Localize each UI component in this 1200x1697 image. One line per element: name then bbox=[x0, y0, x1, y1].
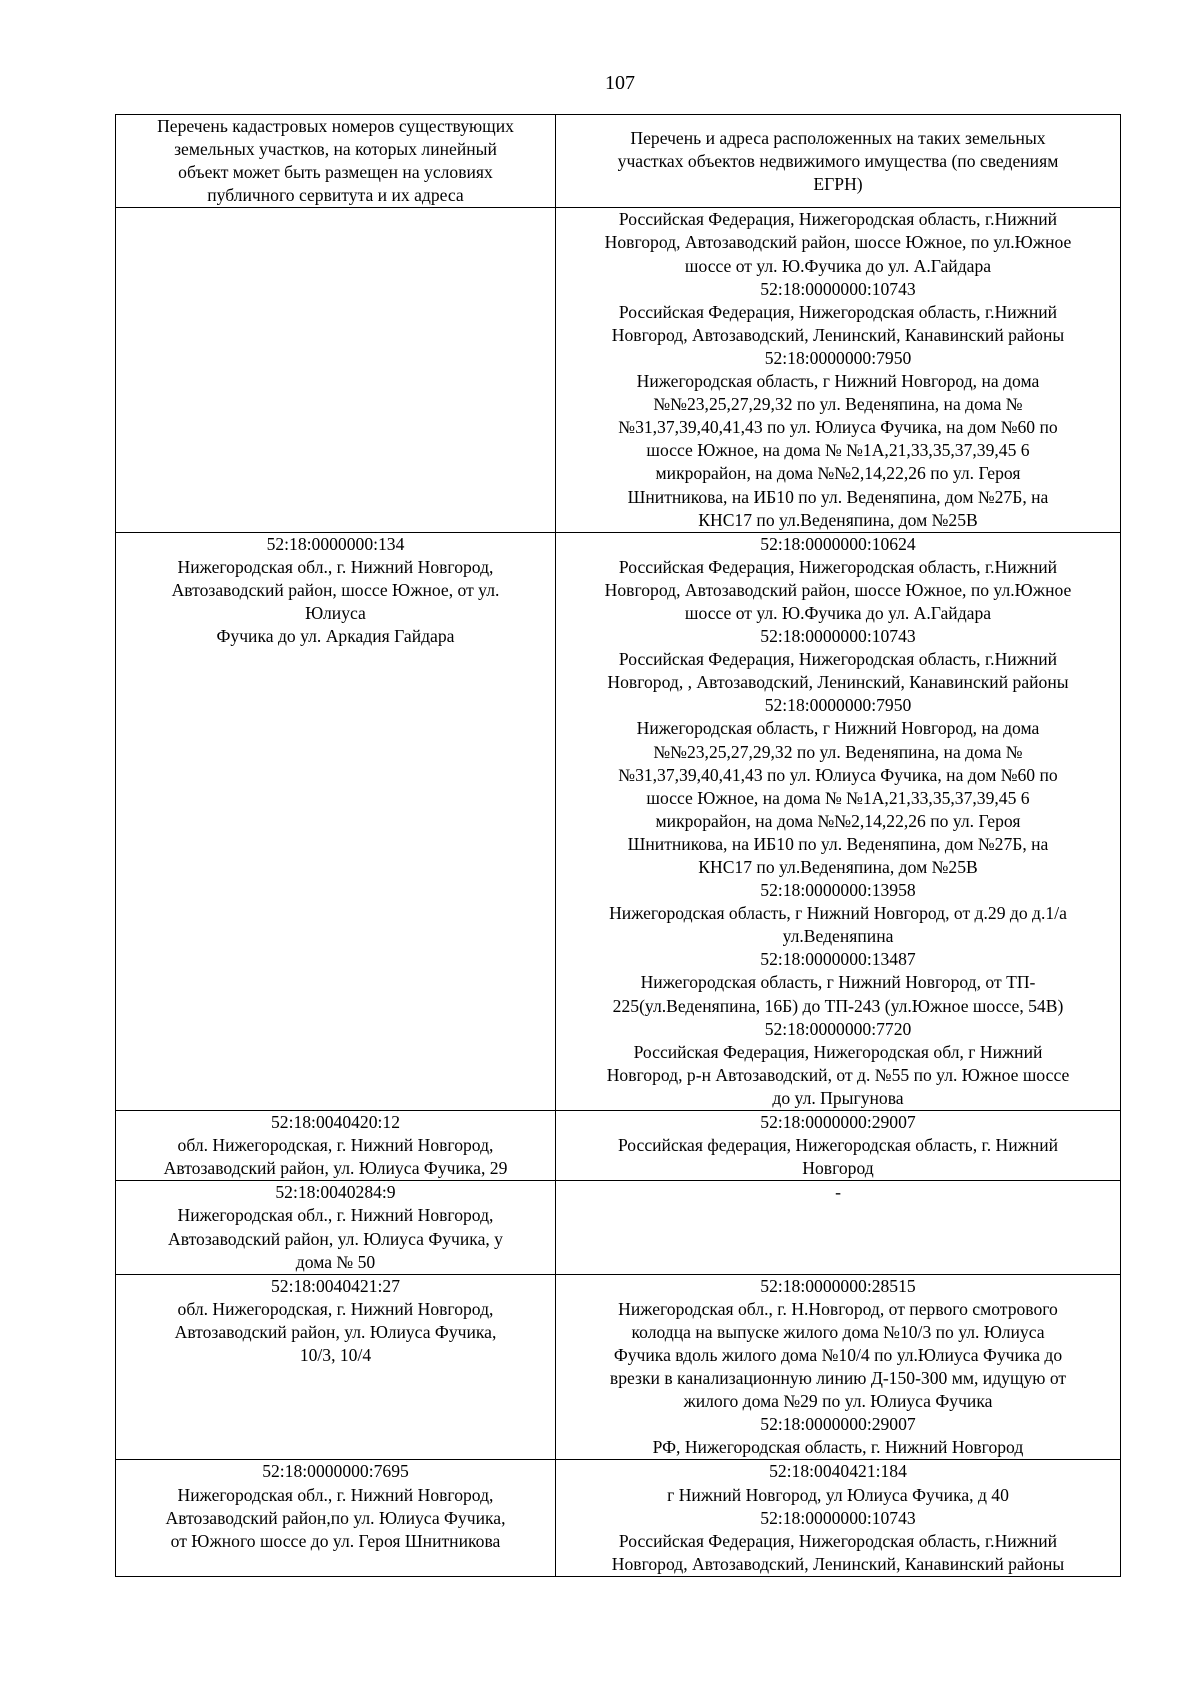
cell-line: шоссе от ул. Ю.Фучика до ул. А.Гайдара bbox=[684, 255, 992, 276]
cell-line: 52:18:0000000:7950 bbox=[764, 695, 912, 716]
cell-line: обл. Нижегородская, г. Нижний Новгород, bbox=[177, 1298, 494, 1319]
cell-line: 52:18:0040420:12 bbox=[270, 1112, 401, 1133]
cell-line: 52:18:0000000:29007 bbox=[760, 1112, 916, 1133]
cell-line: 52:18:0000000:10624 bbox=[760, 533, 916, 554]
cell-line: Нижегородская обл., г. Нижний Новгород, bbox=[177, 1205, 494, 1226]
cell-line: Российская Федерация, Нижегородская область, г.Нижний bbox=[618, 1530, 1058, 1551]
cell-line: 52:18:0000000:7950 bbox=[764, 347, 912, 368]
table-cell-right bbox=[556, 1181, 1121, 1274]
cell-line: Автозаводский район, шоссе Южное, от ул. bbox=[171, 579, 500, 600]
cell-line: Автозаводский район, ул. Юлиуса Фучика, bbox=[174, 1321, 497, 1342]
cell-line: 52:18:0000000:10743 bbox=[760, 626, 916, 647]
cell-line: шоссе Южное, на дома № №1А,21,33,35,37,39,45 6 bbox=[646, 440, 1030, 461]
cell-line: колодца на выпуске жилого дома №10/3 по ул. Юлиуса bbox=[631, 1321, 1045, 1342]
cell-line: РФ, Нижегородская область, г. Нижний Новгород bbox=[652, 1437, 1024, 1458]
cell-line: Автозаводский район, ул. Юлиуса Фучика, 29 bbox=[163, 1158, 508, 1179]
cell-line: Новгород, Автозаводский район, шоссе Южное, по ул.Южное bbox=[604, 579, 1072, 600]
table-cell-right bbox=[556, 1111, 1121, 1181]
table-row bbox=[116, 1274, 1121, 1460]
cell-line: микрорайон, на дома №№2,14,22,26 по ул. Героя bbox=[655, 463, 1021, 484]
cell-line: Нижегородская область, г Нижний Новгород, от д.29 до д.1/а bbox=[609, 903, 1067, 924]
cell-line: шоссе Южное, на дома № №1А,21,33,35,37,39,45 6 bbox=[646, 787, 1030, 808]
cell-line: Автозаводский район, ул. Юлиуса Фучика, у bbox=[168, 1228, 503, 1249]
table-cell-right bbox=[556, 1274, 1121, 1460]
cell-line: КНС17 по ул.Веденяпина, дом №25В bbox=[698, 857, 978, 877]
cell-line: Российская Федерация, Нижегородская область, г.Нижний bbox=[618, 209, 1058, 230]
table-header-row bbox=[116, 115, 1121, 208]
table-row bbox=[116, 208, 1121, 532]
cell-line: 52:18:0000000:7720 bbox=[764, 1018, 912, 1039]
cell-line: Российская Федерация, Нижегородская область, г.Нижний bbox=[618, 649, 1058, 670]
cell-line: врезки в канализационную линию Д-150-300 мм, идущую от bbox=[609, 1368, 1067, 1389]
cell-line: №№23,25,27,29,32 по ул. Веденяпина, на дома № bbox=[653, 394, 1023, 415]
table-cell-left bbox=[116, 532, 556, 1110]
cell-line: 52:18:0000000:29007 bbox=[760, 1414, 916, 1435]
cell-line: Фучика вдоль жилого дома №10/4 по ул.Юлиуса Фучика до bbox=[613, 1344, 1063, 1365]
cell-line: КНС17 по ул.Веденяпина, дом №25В bbox=[698, 509, 978, 530]
cell-line: Новгород bbox=[802, 1158, 874, 1179]
cell-line: Новгород, Автозаводский, Ленинский, Канавинский районы bbox=[611, 1553, 1065, 1574]
cell-line: Нижегородская обл., г. Нижний Новгород, bbox=[177, 556, 494, 577]
cell-line: 52:18:0000000:7695 bbox=[262, 1461, 409, 1482]
cell-line: Российская Федерация, Нижегородская область, г.Нижний bbox=[618, 556, 1058, 577]
cell-line: Фучика до ул. Аркадия Гайдара bbox=[216, 626, 455, 647]
cell-line: Шнитникова, на ИБ10 по ул. Веденяпина, дом №27Б, на bbox=[627, 833, 1049, 854]
table-row bbox=[116, 1460, 1121, 1576]
cell-line: - bbox=[835, 1182, 841, 1203]
cell-line: ул.Веденяпина bbox=[782, 926, 894, 947]
cell-line: Новгород, , Автозаводский, Ленинский, Канавинский районы bbox=[607, 672, 1069, 693]
table-row bbox=[116, 1111, 1121, 1181]
cell-line: от Южного шоссе до ул. Героя Шнитникова bbox=[170, 1530, 501, 1551]
cell-line: 225(ул.Веденяпина, 16Б) до ТП-243 (ул.Южное шоссе, 54В) bbox=[612, 995, 1064, 1016]
page-number: 107 bbox=[605, 72, 635, 94]
table-cell-right bbox=[556, 1460, 1121, 1576]
table-cell-right bbox=[556, 208, 1121, 532]
header-line: земельных участков, на которых линейный bbox=[174, 139, 497, 160]
cell-line: №31,37,39,40,41,43 по ул. Юлиуса Фучика, на дом №60 по bbox=[618, 764, 1058, 785]
cell-line: Российская федерация, Нижегородская область, г. Нижний bbox=[617, 1135, 1059, 1156]
cell-line: 52:18:0040421:184 bbox=[769, 1461, 907, 1482]
header-line: ЕГРН) bbox=[813, 173, 863, 194]
table-row bbox=[116, 1181, 1121, 1274]
cell-line: Новгород, Автозаводский район, шоссе Южное, по ул.Южное bbox=[604, 232, 1072, 253]
cell-line: Нижегородская область, г Нижний Новгород, на дома bbox=[636, 371, 1040, 392]
cell-line: дома № 50 bbox=[295, 1251, 376, 1272]
cell-line: 52:18:0000000:13958 bbox=[760, 880, 916, 901]
cell-line: Новгород, Автозаводский, Ленинский, Канавинский районы bbox=[611, 324, 1065, 345]
cell-line: Российская Федерация, Нижегородская обл, г Нижний bbox=[633, 1041, 1043, 1062]
table-row bbox=[116, 532, 1121, 1110]
cell-line: 52:18:0000000:10743 bbox=[760, 278, 916, 299]
cell-line: 52:18:0040421:27 bbox=[270, 1275, 401, 1296]
cell-line: шоссе от ул. Ю.Фучика до ул. А.Гайдара bbox=[684, 602, 992, 623]
cell-line: Российская Федерация, Нижегородская область, г.Нижний bbox=[618, 301, 1058, 322]
cell-line: до ул. Прыгунова bbox=[772, 1087, 904, 1108]
cell-line: Новгород, р-н Автозаводский, от д. №55 по ул. Южное шоссе bbox=[606, 1064, 1070, 1085]
cell-line: 52:18:0040284:9 bbox=[275, 1182, 396, 1203]
table-cell-left bbox=[116, 1460, 556, 1576]
cell-line: №№23,25,27,29,32 по ул. Веденяпина, на дома № bbox=[653, 741, 1023, 762]
cell-line: 52:18:0000000:134 bbox=[266, 533, 405, 554]
cell-line: обл. Нижегородская, г. Нижний Новгород, bbox=[177, 1135, 494, 1156]
cell-line: 52:18:0000000:28515 bbox=[760, 1275, 916, 1296]
header-cell-right bbox=[556, 115, 1121, 208]
table-cell-left bbox=[116, 1274, 556, 1460]
table-cell-left bbox=[116, 1111, 556, 1181]
table-cell-left bbox=[116, 208, 556, 532]
cell-line: 52:18:0000000:13487 bbox=[760, 949, 916, 970]
cell-line: Автозаводский район,по ул. Юлиуса Фучика, bbox=[165, 1507, 506, 1528]
cell-line: Нижегородская обл., г. Н.Новгород, от первого смотрового bbox=[618, 1298, 1058, 1319]
cell-line: 52:18:0000000:10743 bbox=[760, 1507, 916, 1528]
table-body bbox=[116, 208, 1121, 1577]
cell-line: жилого дома №29 по ул. Юлиуса Фучика bbox=[683, 1391, 993, 1412]
table-cell-right bbox=[556, 532, 1121, 1110]
cell-line: Юлиуса bbox=[305, 602, 366, 623]
cadastral-table bbox=[115, 114, 1121, 1577]
header-line: участках объектов недвижимого имущества (по сведениям bbox=[617, 150, 1059, 171]
header-line: Перечень кадастровых номеров существующих bbox=[157, 116, 514, 136]
cell-line: Нижегородская обл., г. Нижний Новгород, bbox=[177, 1484, 494, 1505]
header-line: объект может быть размещен на условиях bbox=[178, 162, 493, 183]
cell-line: г Нижний Новгород, ул Юлиуса Фучика, д 40 bbox=[667, 1484, 1009, 1505]
header-line: публичного сервитута и их адреса bbox=[207, 185, 464, 206]
table-cell-left bbox=[116, 1181, 556, 1274]
header-cell-left bbox=[116, 115, 556, 208]
cell-line: микрорайон, на дома №№2,14,22,26 по ул. Героя bbox=[655, 810, 1021, 831]
cell-line: №31,37,39,40,41,43 по ул. Юлиуса Фучика, на дом №60 по bbox=[618, 417, 1058, 438]
cell-line: Нижегородская область, г Нижний Новгород, от ТП- bbox=[640, 972, 1036, 993]
cell-line: Шнитникова, на ИБ10 по ул. Веденяпина, дом №27Б, на bbox=[627, 486, 1049, 507]
cell-line: Нижегородская область, г Нижний Новгород, на дома bbox=[636, 718, 1040, 739]
header-line: Перечень и адреса расположенных на таких земельных bbox=[630, 127, 1046, 148]
cell-line: 10/3, 10/4 bbox=[299, 1344, 372, 1365]
